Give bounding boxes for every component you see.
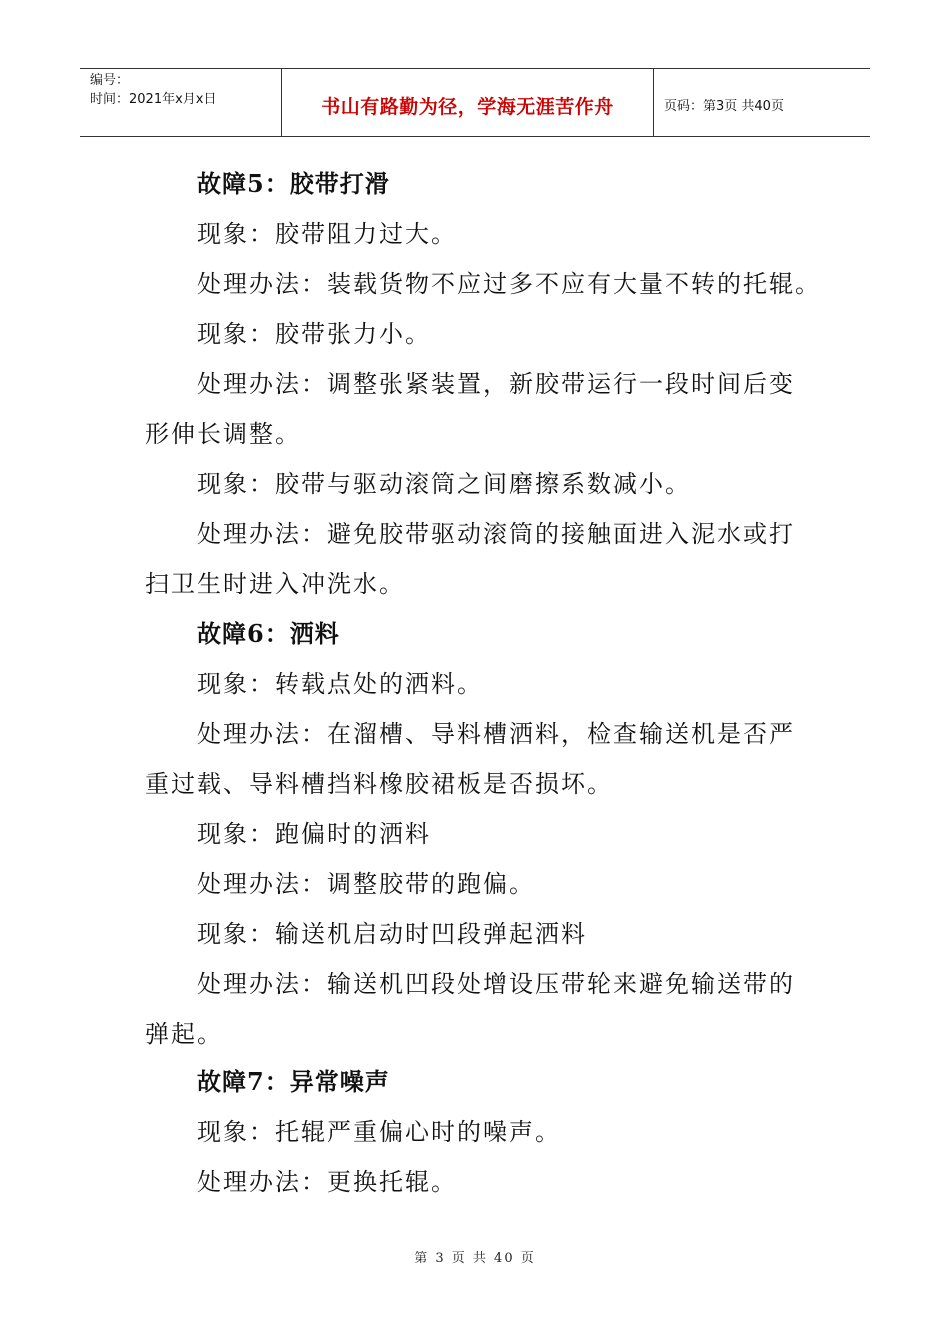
fault-heading: 故障7：异常噪声 <box>197 1067 390 1096</box>
page-header <box>80 68 870 137</box>
body-line: 处理办法：避免胶带驱动滚筒的接触面进入泥水或打 <box>197 520 795 548</box>
header-motto: 书山有路勤为径，学海无涯苦作舟 <box>282 69 654 136</box>
page-footer: 第 3 页 共 40 页 <box>414 1251 536 1266</box>
body-line: 弹起。 <box>145 1020 223 1048</box>
body-line: 扫卫生时进入冲洗水。 <box>145 570 405 598</box>
body-line: 现象：输送机启动时凹段弹起洒料 <box>197 920 587 948</box>
body-line: 处理办法：调整张紧装置，新胶带运行一段时间后变 <box>197 370 795 398</box>
document-time-label: 时间：2021年x月x日 <box>90 92 217 107</box>
body-line: 现象：胶带阻力过大。 <box>197 220 457 248</box>
body-line: 现象：胶带张力小。 <box>197 320 431 348</box>
body-line: 现象：跑偏时的洒料 <box>197 820 431 848</box>
body-line: 重过载、导料槽挡料橡胶裙板是否损坏。 <box>145 770 613 798</box>
header-meta <box>80 69 282 136</box>
header-page-info: 页码：第3页 共40页 <box>664 99 784 114</box>
body-line: 现象：胶带与驱动滚筒之间磨擦系数减小。 <box>197 470 691 498</box>
fault-heading: 故障5：胶带打滑 <box>197 169 390 198</box>
body-line: 处理办法：装载货物不应过多不应有大量不转的托辊。 <box>197 270 821 298</box>
body-line: 现象：转载点处的洒料。 <box>197 670 483 698</box>
body-line: 处理办法：在溜槽、导料槽洒料，检查输送机是否严 <box>197 720 795 748</box>
fault-heading: 故障6：洒料 <box>197 619 340 648</box>
body-line: 处理办法：更换托辊。 <box>197 1168 457 1196</box>
body-line: 形伸长调整。 <box>145 420 301 448</box>
body-line: 处理办法：调整胶带的跑偏。 <box>197 870 535 898</box>
body-line: 现象：托辊严重偏心时的噪声。 <box>197 1118 561 1146</box>
body-line: 处理办法：输送机凹段处增设压带轮来避免输送带的 <box>197 970 795 998</box>
document-number-label: 编号： <box>90 73 130 88</box>
